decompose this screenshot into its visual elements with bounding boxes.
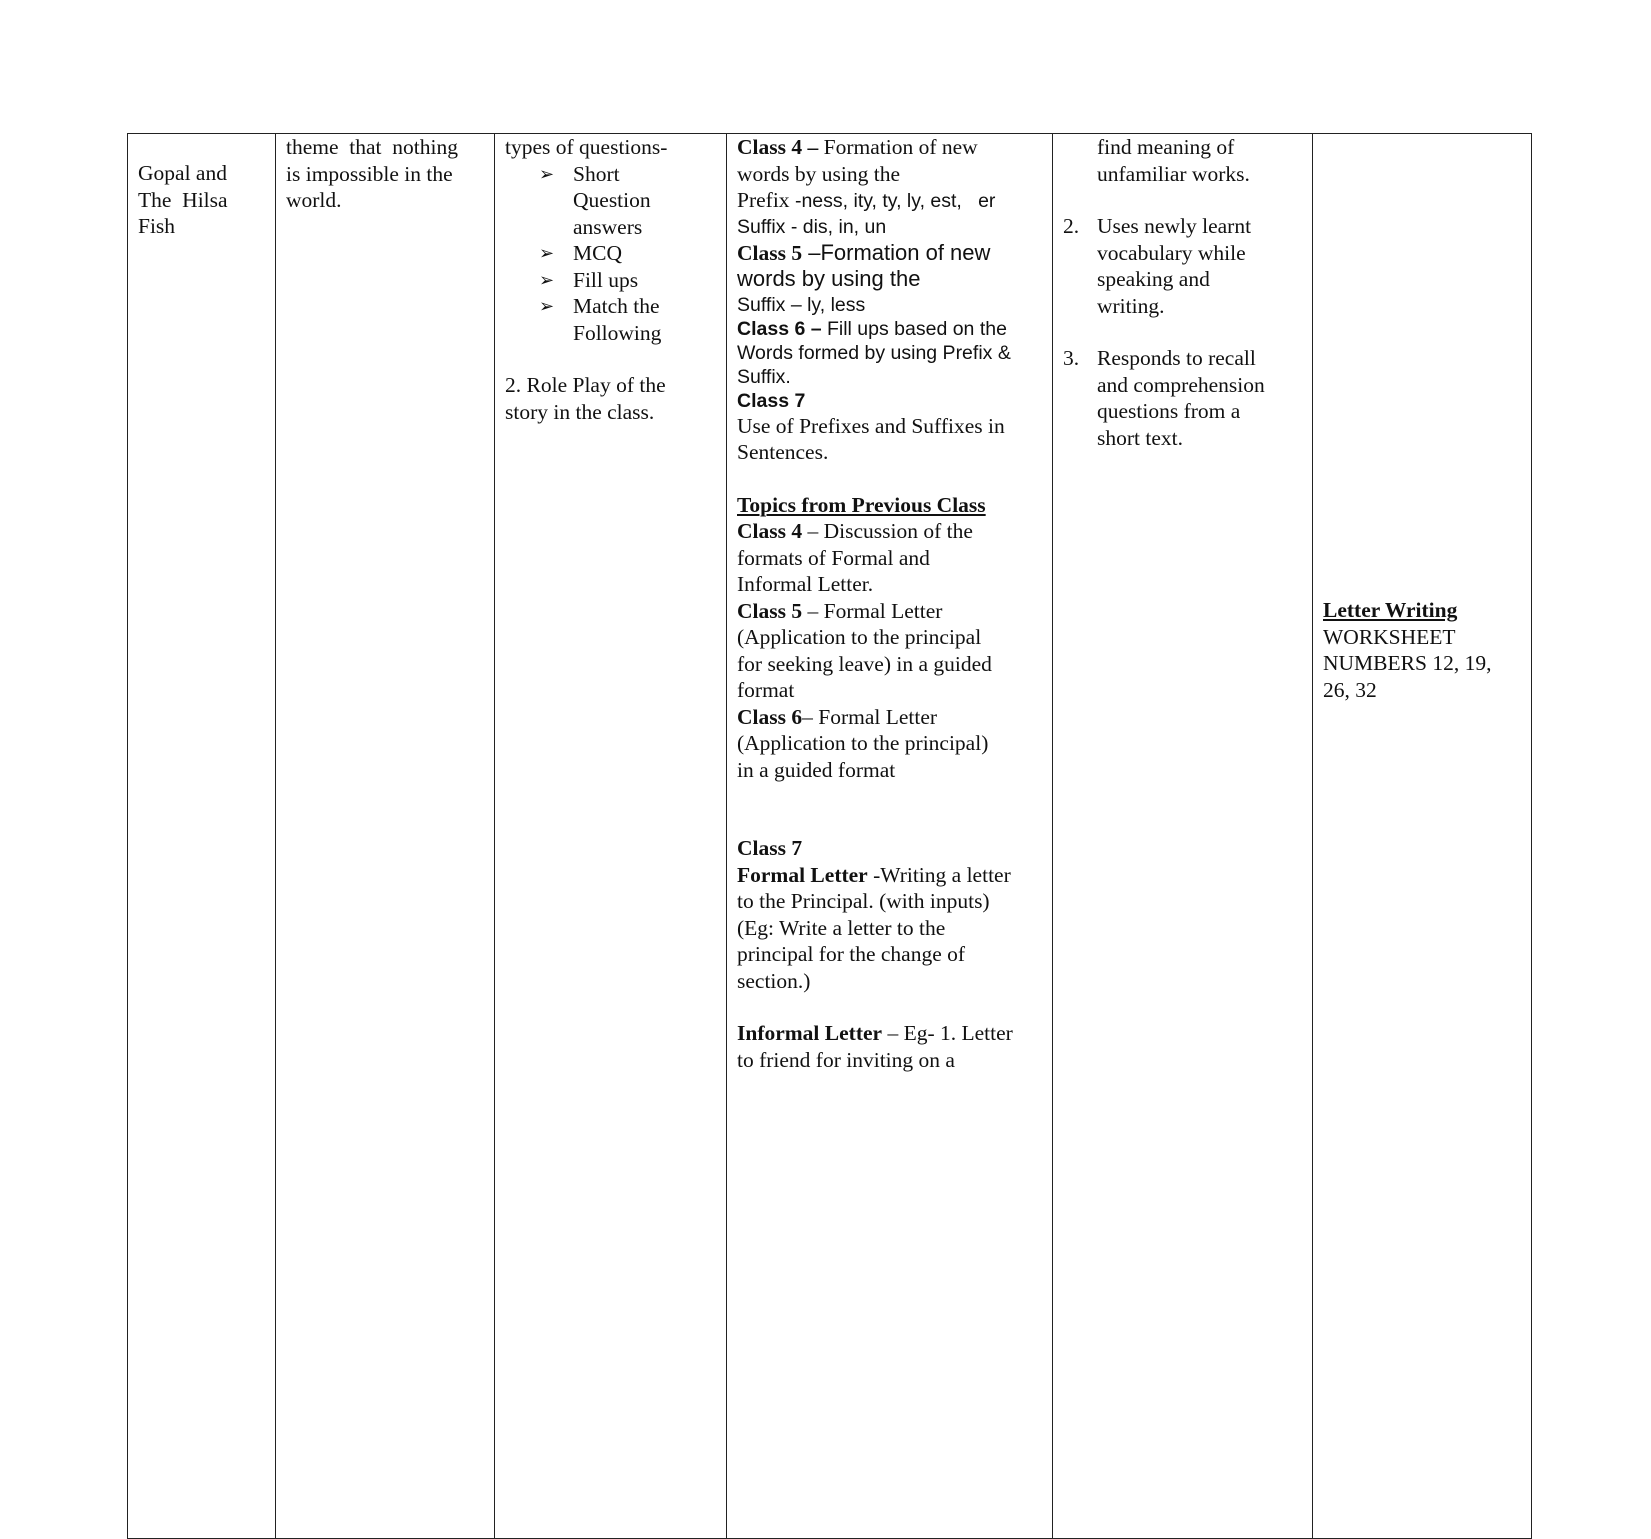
lesson-plan-table [127,133,1532,1539]
class7-topic: Class 7 [737,389,806,412]
text-line: in a guided format [737,757,896,782]
text-line: formats of Formal and [737,545,930,570]
text-line: Informal Letter. [737,572,874,596]
arrow-bullet-icon: ➢ [539,296,555,316]
grammar-cell [727,134,1053,1539]
text-line: to friend for inviting on a [737,1047,955,1072]
text-line: for seeking leave) in a guided [737,651,992,676]
table-row [128,134,1532,1539]
arrow-bullet-icon: ➢ [539,243,555,263]
arrow-bullet-icon: ➢ [539,163,555,184]
text-line: Suffix – ly, less [737,293,866,316]
lesson-title-line: The Hilsa [138,187,228,212]
activities-cell [495,134,727,1539]
text-line: Suffix - dis, in, un [737,215,887,238]
list-item: ➢ Short [539,161,620,186]
previous-class-heading: Topics from Previous Class [737,492,986,517]
text-line: section.) [737,968,811,993]
prev-class6: Class 6– Formal Letter [737,704,938,729]
theme-cell [276,134,495,1539]
list-item: Question [573,188,651,212]
prev-class5: Class 5 – Formal Letter [737,598,943,623]
list-item: 2. Uses newly learnt vocabulary while speaking and writing. [1063,214,1252,318]
text-line: words by using the [737,161,901,186]
question-type-list [505,161,726,347]
text-line: format [737,678,795,702]
text-line: 26, 32 [1323,677,1377,702]
text-line: WORKSHEET [1323,624,1456,649]
text-line: Use of Prefixes and Suffixes in [737,413,1005,438]
text-line: Prefix -ness, ity, ty, ly, est, er [737,188,996,212]
text-line: Suffix. [737,365,791,388]
activities-intro: types of questions- [505,135,668,159]
roleplay-line: story in the class. [505,399,655,424]
class4-topic: Class 4 – Formation of new [737,135,978,159]
lesson-title-line: Gopal and [138,161,227,185]
text-line: unfamiliar works. [1097,161,1250,186]
list-item: 3. Responds to recall and comprehension questions from a short text. [1063,346,1265,450]
text-line: Words formed by using Prefix & [737,341,1011,364]
list-item: ➢ Match the [539,294,660,318]
text-line: (Application to the principal) [737,731,989,755]
text-line: NUMBERS 12, 19, [1323,651,1492,675]
text-line: Sentences. [737,440,829,464]
text-line: to the Principal. (with inputs) [737,889,990,913]
list-item: ➢ MCQ [539,241,622,265]
resources-heading: Letter Writing [1323,598,1458,622]
resources-cell [1313,134,1532,1539]
prev-class7: Class 7 [737,836,803,860]
lesson-title-line: Fish [138,214,176,238]
arrow-bullet-icon: ➢ [539,269,555,290]
roleplay-line: 2. Role Play of the [505,373,666,397]
class5-topic: Class 5 –Formation of new [737,239,991,265]
list-item: ➢ Fill ups [539,267,639,292]
lesson-title-cell [128,134,276,1539]
text-line: principal for the change of [737,942,966,966]
theme-line: theme that nothing [286,135,458,159]
text-line: (Eg: Write a letter to the [737,915,946,940]
text-line: find meaning of [1097,135,1235,159]
text-line: (Application to the principal [737,625,982,649]
formal-letter: Formal Letter -Writing a letter [737,862,1011,887]
outcomes-cell [1053,134,1313,1539]
class6-topic: Class 6 – Fill ups based on the [737,317,1007,340]
list-item: Following [573,320,662,345]
theme-line: is impossible in the [286,161,453,186]
theme-line: world. [286,188,342,212]
list-item: answers [573,214,643,239]
text-line: words by using the [737,266,921,291]
informal-letter: Informal Letter – Eg- 1. Letter [737,1021,1013,1045]
prev-class4: Class 4 – Discussion of the [737,519,973,543]
